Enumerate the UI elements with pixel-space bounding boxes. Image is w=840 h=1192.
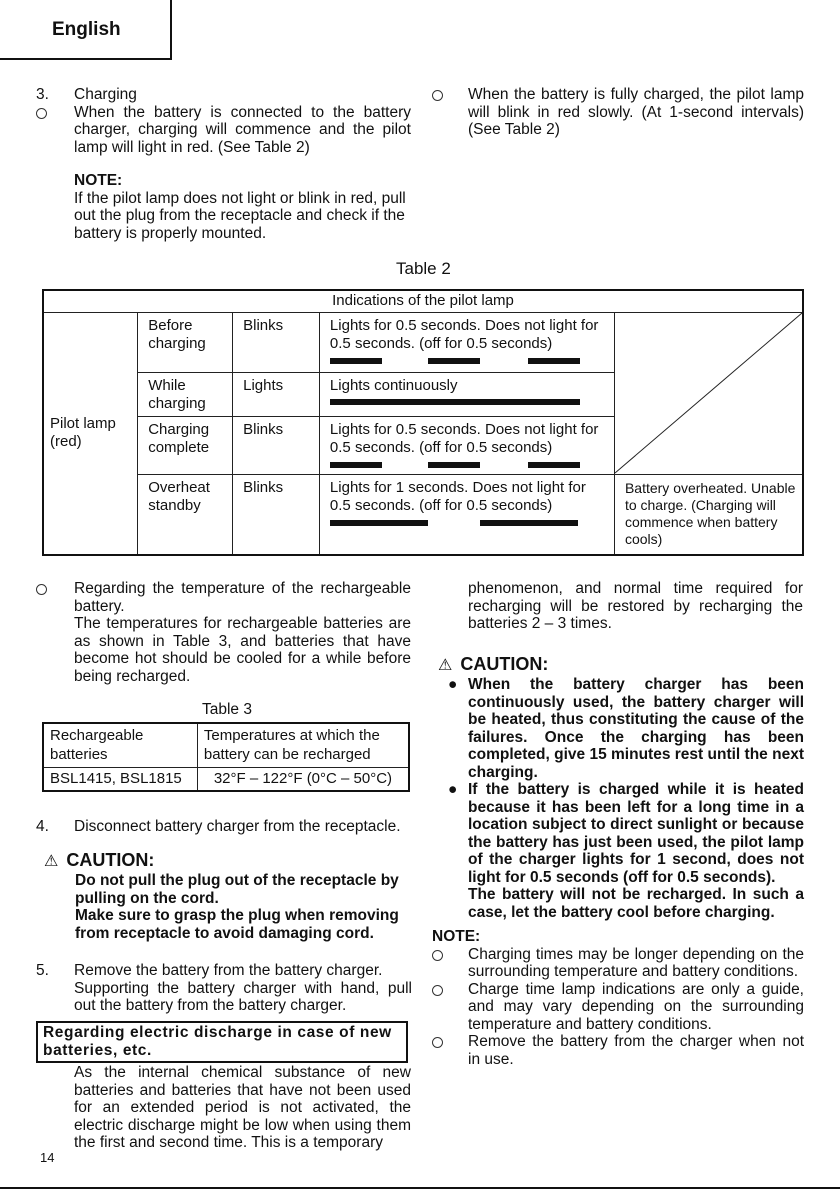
caution-line: Make sure to grasp the plug when removing from receptacle to avoid damaging cord. xyxy=(75,907,399,942)
note-text: If the pilot lamp does not light or blink in red, pull out the plug from the receptacle and check if the battery is properly mounted. xyxy=(74,189,406,242)
temperature-heading: Regarding the temperature of the rechargeable battery. xyxy=(74,580,411,615)
mode-cell: Blinks xyxy=(233,416,320,474)
discharge-heading: Regarding electric discharge in case of new batteries, etc. xyxy=(36,1021,408,1063)
on-bar xyxy=(528,358,580,364)
section-number: 5. xyxy=(36,962,49,979)
caution-block xyxy=(44,850,410,942)
bullet-dot-icon: ● xyxy=(448,781,458,798)
section-remove xyxy=(36,962,412,1015)
caution-title: CAUTION: xyxy=(460,654,549,674)
caution-bullet: When the battery charger has been continuously used, the battery charger will be heated, thus constituting the cause of the failures. Once the charging has been completed, give 15 minutes rest until the next charging. xyxy=(468,676,804,781)
note-block xyxy=(432,928,804,1068)
desc-cell xyxy=(319,372,614,416)
table3-header-temperatures: Temperatures at which the battery can be recharged xyxy=(197,723,409,767)
caution-title: CAUTION: xyxy=(66,850,155,870)
continuous-pattern xyxy=(330,399,610,407)
on-bar xyxy=(428,462,480,468)
desc-text: Lights for 0.5 seconds. Does not light for 0.5 seconds. (off for 0.5 seconds) xyxy=(329,316,599,352)
blink-pattern xyxy=(330,520,610,528)
charging-paragraph: When the battery is connected to the battery charger, charging will commence and the pilot lamp will light in red. (See Table 2) xyxy=(74,103,411,156)
desc-text: Lights for 1 seconds. Does not light for 0.5 seconds. (off for 0.5 seconds) xyxy=(329,479,586,515)
table-3 xyxy=(42,722,410,792)
section-disconnect xyxy=(36,818,411,836)
desc-text: Lights continuously xyxy=(329,376,458,394)
warning-icon: ⚠ xyxy=(44,852,59,870)
temperature-text: The temperatures for rechargeable batteries are as shown in Table 3, and batteries that have become hot should be cooled for a while before being recharged. xyxy=(74,615,411,685)
on-bar xyxy=(330,399,580,405)
mode-cell: Lights xyxy=(233,372,320,416)
section-text: Disconnect battery charger from the receptacle. xyxy=(74,818,401,835)
note-item: Charging times may be longer depending on the surrounding temperature and battery conditions. xyxy=(468,945,804,980)
caution-line: Do not pull the plug out of the receptacle by pulling on the cord. xyxy=(75,872,399,907)
state-cell: Overheat standby xyxy=(138,475,233,555)
language-tab xyxy=(0,0,172,60)
on-bar xyxy=(428,358,480,364)
state-cell: Charging complete xyxy=(138,416,233,474)
table2-caption: Table 2 xyxy=(396,259,451,278)
bullet-circle-icon xyxy=(36,584,47,595)
desc-text: Lights for 0.5 seconds. Does not light for 0.5 seconds. (off for 0.5 seconds) xyxy=(329,420,599,456)
desc-cell xyxy=(319,312,614,372)
diagonal-line xyxy=(615,313,804,475)
warning-icon: ⚠ xyxy=(438,656,453,674)
note-item: Charge time lamp indications are only a guide, and may vary depending on the surrounding temperature and battery conditions. xyxy=(468,980,804,1033)
table3-header-batteries: Rechargeable batteries xyxy=(43,723,197,767)
bottom-rule xyxy=(0,1187,840,1189)
blink-pattern xyxy=(330,462,610,470)
section-text: Remove the battery from the battery charger. xyxy=(74,962,383,979)
table3-range: 32°F – 122°F (0°C – 50°C) xyxy=(197,767,409,791)
row-label: Pilot lamp (red) xyxy=(43,312,138,555)
section-text: Supporting the battery charger with hand, pull out the battery from the battery charger. xyxy=(74,979,412,1014)
desc-cell xyxy=(319,475,614,555)
bullet-circle-icon xyxy=(432,985,443,996)
note-title: NOTE: xyxy=(74,172,123,189)
section-charging xyxy=(36,86,411,242)
mode-cell: Blinks xyxy=(233,312,320,372)
on-bar xyxy=(528,462,580,468)
caution-bullet: If the battery is charged while it is heated because it has been left for a long time in a location subject to direct sunlight or because the battery has just been used, the pilot lamp of the charger lights for 1 second, does not light for 0.5 seconds (off for 0.5 seconds). xyxy=(468,781,804,886)
bullet-circle-icon xyxy=(36,108,47,119)
page-number: 14 xyxy=(40,1150,55,1165)
discharge-text: As the internal chemical substance of new batteries and batteries that have not been used for an extended period is not activated, the electric discharge might be low when using them the first and second time. This is a temporary xyxy=(74,1064,411,1151)
blink-pattern xyxy=(330,358,610,366)
discharge-continued: phenomenon, and normal time required for recharging will be restored by recharging the batteries 2 – 3 times. xyxy=(468,580,803,632)
table3-caption: Table 3 xyxy=(202,701,252,718)
language-label: English xyxy=(52,19,121,40)
on-bar xyxy=(330,462,382,468)
table2-header: Indications of the pilot lamp xyxy=(43,290,803,312)
on-bar xyxy=(480,520,578,526)
temperature-section xyxy=(36,580,411,685)
bullet-circle-icon xyxy=(432,90,443,101)
table-2 xyxy=(42,289,804,556)
bullet-dot-icon: ● xyxy=(448,676,458,693)
diagonal-cell xyxy=(614,312,803,475)
mode-cell: Blinks xyxy=(233,475,320,555)
state-cell: While charging xyxy=(138,372,233,416)
caution-text: The battery will not be recharged. In such a case, let the battery cool before charging. xyxy=(468,886,804,921)
on-bar xyxy=(330,358,382,364)
section-number: 3. xyxy=(36,86,49,103)
on-bar xyxy=(330,520,428,526)
note-title: NOTE: xyxy=(432,928,481,945)
bullet-circle-icon xyxy=(432,950,443,961)
overheat-note: Battery overheated. Unable to charge. (Charging will commence when battery cools) xyxy=(614,475,803,555)
state-cell: Before charging xyxy=(138,312,233,372)
note-item: Remove the battery from the charger when not in use. xyxy=(468,1033,804,1068)
section-number: 4. xyxy=(36,818,49,835)
table3-models: BSL1415, BSL1815 xyxy=(43,767,197,791)
fully-charged-block xyxy=(432,86,804,139)
desc-cell xyxy=(319,416,614,474)
fully-charged-text: When the battery is fully charged, the pilot lamp will blink in red slowly. (At 1-second intervals) (See Table 2) xyxy=(468,86,804,138)
bullet-circle-icon xyxy=(432,1037,443,1048)
section-title: Charging xyxy=(74,86,137,103)
caution-block xyxy=(438,654,804,921)
